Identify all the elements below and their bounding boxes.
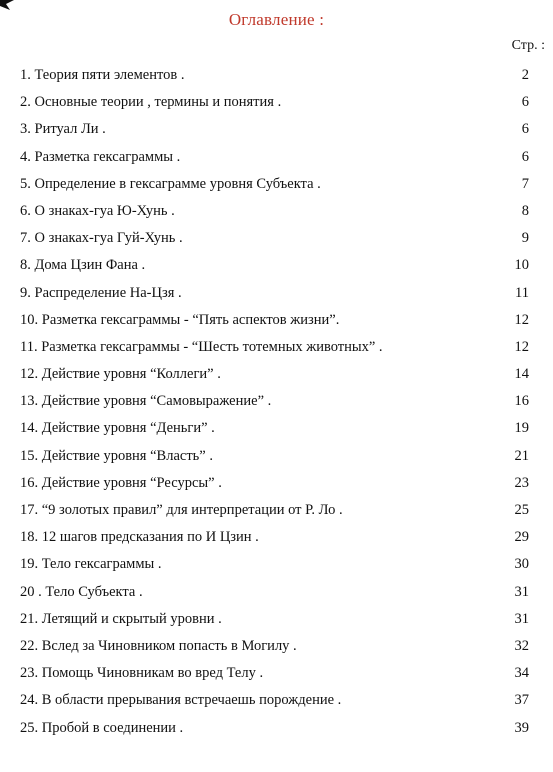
toc-title: Оглавление : bbox=[228, 10, 325, 29]
toc-entry[interactable] bbox=[20, 144, 529, 171]
corner-ornament-icon bbox=[0, 0, 14, 10]
toc-entry-title: 4. Разметка гексаграммы . bbox=[20, 148, 181, 165]
toc-entry[interactable] bbox=[20, 116, 529, 143]
toc-entry-title: 18. 12 шагов предсказания по И Цзин . bbox=[20, 529, 259, 546]
toc-entry[interactable] bbox=[20, 687, 529, 714]
toc-entry-page-number: 8 bbox=[521, 202, 529, 219]
toc-entry[interactable] bbox=[20, 198, 529, 225]
toc-entry[interactable] bbox=[20, 252, 529, 279]
toc-list bbox=[20, 62, 529, 742]
toc-entry-page-number: 6 bbox=[521, 94, 529, 111]
toc-entry-title: 1. Теория пяти элементов . bbox=[20, 67, 185, 83]
toc-entry-title: 23. Помощь Чиновникам во вред Телу . bbox=[20, 665, 264, 682]
toc-entry-page-number: 14 bbox=[514, 366, 529, 383]
toc-entry[interactable] bbox=[20, 334, 529, 361]
toc-entry[interactable] bbox=[20, 415, 529, 442]
toc-entry[interactable] bbox=[20, 388, 529, 415]
toc-entry-page-number: 31 bbox=[514, 583, 529, 600]
toc-entry-title: 6. О знаках-гуа Ю-Хунь . bbox=[20, 202, 175, 219]
toc-entry-title: 13. Действие уровня “Самовыражение” . bbox=[20, 393, 272, 410]
toc-entry-title: 5. Определение в гексаграмме уровня Субъекта . bbox=[20, 175, 321, 192]
toc-entry-title: 16. Действие уровня “Ресурсы” . bbox=[20, 474, 222, 491]
toc-entry-page-number: 21 bbox=[514, 447, 529, 464]
toc-entry-title: 24. В области прерывания встречаешь порождение . bbox=[20, 692, 342, 709]
toc-entry[interactable] bbox=[20, 361, 529, 388]
toc-entry[interactable] bbox=[20, 470, 529, 497]
toc-entry[interactable] bbox=[20, 660, 529, 687]
toc-entry-title: 22. Вслед за Чиновником попасть в Могилу . bbox=[20, 637, 297, 654]
toc-entry-title: 12. Действие уровня “Коллеги” . bbox=[20, 366, 221, 383]
toc-entry-title: 8. Дома Цзин Фана . bbox=[20, 257, 146, 274]
toc-entry[interactable] bbox=[20, 443, 529, 470]
toc-entry[interactable] bbox=[20, 524, 529, 551]
toc-entry-page-number: 39 bbox=[514, 719, 529, 736]
toc-entry-title: 9. Распределение На-Цзя . bbox=[20, 284, 182, 301]
toc-entry-page-number: 19 bbox=[514, 420, 529, 437]
toc-entry-page-number: 12 bbox=[514, 311, 529, 328]
toc-entry-title: 19. Тело гексаграммы . bbox=[20, 556, 162, 573]
toc-entry-title: 20 . Тело Субъекта . bbox=[20, 583, 143, 600]
page-column-label: Стр. : bbox=[511, 38, 545, 53]
toc-entry[interactable] bbox=[20, 62, 529, 89]
toc-entry[interactable] bbox=[20, 606, 529, 633]
toc-entry-title: 11. Разметка гексаграммы - “Шесть тотемных животных” . bbox=[20, 338, 383, 355]
toc-entry-page-number: 9 bbox=[521, 230, 529, 247]
toc-entry[interactable] bbox=[20, 280, 529, 307]
toc-entry-page-number: 11 bbox=[515, 284, 529, 301]
toc-entry-page-number: 34 bbox=[514, 665, 529, 682]
toc-entry[interactable] bbox=[20, 579, 529, 606]
toc-entry-page-number: 6 bbox=[521, 121, 529, 138]
toc-entry-title: 14. Действие уровня “Деньги” . bbox=[20, 420, 215, 437]
toc-entry[interactable] bbox=[20, 307, 529, 334]
toc-entry-title: 10. Разметка гексаграммы - “Пять аспектов жизни”. bbox=[20, 311, 340, 328]
toc-entry-page-number: 7 bbox=[521, 175, 529, 192]
toc-entry[interactable] bbox=[20, 89, 529, 116]
toc-entry-page-number: 6 bbox=[521, 148, 529, 165]
toc-entry-title: 3. Ритуал Ли . bbox=[20, 121, 106, 138]
toc-entry-page-number: 25 bbox=[514, 502, 529, 518]
toc-entry-page-number: 12 bbox=[514, 338, 529, 355]
toc-entry-page-number: 30 bbox=[514, 556, 529, 573]
toc-entry-page-number: 23 bbox=[514, 474, 529, 491]
toc-entry-title: 25. Пробой в соединении . bbox=[20, 719, 184, 736]
toc-entry[interactable] bbox=[20, 551, 529, 578]
toc-entry[interactable] bbox=[20, 633, 529, 660]
toc-entry-page-number: 31 bbox=[514, 610, 529, 627]
toc-entry-page-number: 16 bbox=[514, 393, 529, 410]
toc-entry-title: 15. Действие уровня “Власть” . bbox=[20, 447, 213, 464]
toc-entry-page-number: 37 bbox=[514, 692, 529, 709]
toc-entry[interactable] bbox=[20, 225, 529, 252]
toc-entry-title: 7. О знаках-гуа Гуй-Хунь . bbox=[20, 230, 183, 247]
toc-entry[interactable] bbox=[20, 497, 529, 524]
toc-entry[interactable] bbox=[20, 715, 529, 742]
toc-entry-page-number: 29 bbox=[514, 529, 529, 546]
toc-entry-page-number: 2 bbox=[521, 67, 529, 83]
toc-entry-page-number: 32 bbox=[514, 637, 529, 654]
toc-entry[interactable] bbox=[20, 171, 529, 198]
toc-entry-title: 17. “9 золотых правил” для интерпретации от Р. Ло . bbox=[20, 502, 343, 518]
toc-entry-title: 21. Летящий и скрытый уровни . bbox=[20, 610, 222, 627]
toc-entry-page-number: 10 bbox=[514, 257, 529, 274]
toc-entry-title: 2. Основные теории , термины и понятия . bbox=[20, 94, 282, 111]
